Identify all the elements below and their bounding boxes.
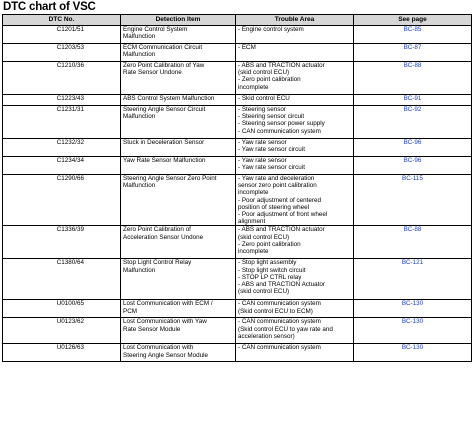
page-title: DTC chart of VSC <box>3 1 96 13</box>
see-page-link[interactable]: BC-130 <box>401 344 424 352</box>
trouble-area-line: - Steering sensor power supply <box>238 120 325 128</box>
trouble-area-line: - CAN communication system <box>238 318 321 326</box>
dtc-number: C1380/64 <box>3 259 121 300</box>
trouble-area <box>236 226 354 259</box>
see-page-cell <box>354 139 472 157</box>
see-page-cell <box>354 344 472 362</box>
trouble-area-line: - Stop light switch circuit <box>238 266 306 274</box>
detection-item <box>121 226 236 259</box>
dtc-number: C1232/32 <box>3 139 121 157</box>
see-page-link[interactable]: BC-115 <box>402 175 423 182</box>
trouble-area-line: - Yaw rate sensor <box>238 157 287 164</box>
trouble-area-line: - Zero point calibration <box>238 76 301 84</box>
trouble-area-line: - ECM <box>238 44 256 51</box>
detection-item-line: Malfunction <box>123 51 156 59</box>
trouble-area-line: (Skid control ECU to yaw rate and <box>238 325 333 333</box>
trouble-area-line: - Steering sensor circuit <box>238 113 305 121</box>
see-page-cell <box>354 259 472 300</box>
table-row <box>3 344 472 362</box>
header-dtc-no: DTC No. <box>3 15 121 26</box>
detection-item <box>121 300 236 318</box>
trouble-area-line: - ABS and TRACTION actuator <box>238 62 325 69</box>
trouble-area-line: position of steering wheel <box>238 203 310 211</box>
trouble-area <box>236 344 354 362</box>
detection-item-line: Rate Sensor Undone <box>123 69 182 77</box>
detection-item <box>121 318 236 344</box>
detection-item <box>121 106 236 139</box>
header-trouble-area: Trouble Area <box>236 15 354 26</box>
trouble-area <box>236 300 354 318</box>
trouble-area-line: (skid control ECU) <box>238 233 290 241</box>
dtc-number: C1290/66 <box>3 175 121 226</box>
see-page-cell <box>354 300 472 318</box>
see-page-cell <box>354 95 472 106</box>
trouble-area-line: - Poor adjustment of front wheel <box>238 211 328 219</box>
trouble-area <box>236 139 354 157</box>
trouble-area-line: incomplete <box>238 248 269 256</box>
see-page-link[interactable]: BC-87 <box>403 44 422 51</box>
trouble-area-line: - Zero point calibration <box>238 240 301 248</box>
trouble-area-line: - Engine control system <box>238 26 304 33</box>
see-page-link[interactable]: BC-85 <box>403 26 422 33</box>
dtc-number: U0126/63 <box>3 344 121 362</box>
table-row <box>3 259 472 300</box>
detection-item-line: ABS Control System Malfunction <box>123 95 215 102</box>
header-detection-item: Detection Item <box>121 15 236 26</box>
detection-item-line: Malfunction <box>123 266 156 274</box>
dtc-number: U0123/62 <box>3 318 121 344</box>
table-row <box>3 157 472 175</box>
detection-item-line: Zero Point Calibration of Yaw <box>123 62 205 69</box>
trouble-area <box>236 157 354 175</box>
detection-item-line: Zero Point Calibration of <box>123 226 191 234</box>
see-page-cell <box>354 318 472 344</box>
detection-item <box>121 157 236 175</box>
trouble-area-line: - Steering sensor <box>238 106 286 113</box>
detection-item-line: Engine Control System <box>123 26 188 33</box>
dtc-number: C1203/53 <box>3 44 121 62</box>
detection-item-line: ECM Communication Circuit <box>123 44 203 51</box>
trouble-area <box>236 44 354 62</box>
trouble-area-line: - ABS and TRACTION actuator <box>238 226 325 234</box>
table-row <box>3 226 472 259</box>
see-page-cell <box>354 226 472 259</box>
trouble-area-line: (Skid control ECU to ECM) <box>238 307 313 315</box>
see-page-cell <box>354 62 472 95</box>
detection-item-line: Acceleration Sensor Undone <box>123 233 204 241</box>
table-row <box>3 44 472 62</box>
dtc-number: C1336/39 <box>3 226 121 259</box>
table-row <box>3 139 472 157</box>
trouble-area <box>236 62 354 95</box>
dtc-number: C1223/43 <box>3 95 121 106</box>
trouble-area <box>236 318 354 344</box>
trouble-area-line: - CAN communication system <box>238 127 321 135</box>
trouble-area-line: (skid control ECU) <box>238 288 290 296</box>
detection-item <box>121 344 236 362</box>
trouble-area <box>236 95 354 106</box>
detection-item-line: Yaw Rate Sensor Malfunction <box>123 157 206 164</box>
detection-item <box>121 26 236 44</box>
trouble-area-line: sensor zero point calibration <box>238 182 317 190</box>
trouble-area-line: - CAN communication system <box>238 344 321 352</box>
detection-item-line: Steering Angle Sensor Zero Point <box>123 175 217 182</box>
trouble-area-line: - Yaw rate sensor <box>238 139 287 146</box>
trouble-area-line: - Yaw rate sensor circuit <box>238 164 305 172</box>
trouble-area-line: - CAN communication system <box>238 300 321 308</box>
detection-item-line: Steering Angle Sensor Circuit <box>123 106 206 113</box>
trouble-area-line: (skid control ECU) <box>238 69 290 77</box>
detection-item <box>121 95 236 106</box>
see-page-cell <box>354 26 472 44</box>
trouble-area <box>236 106 354 139</box>
dtc-number: C1234/34 <box>3 157 121 175</box>
dtc-number: U0100/65 <box>3 300 121 318</box>
trouble-area-line: - Skid control ECU <box>238 95 290 102</box>
trouble-area-line: - ABS and TRACTION Actuator <box>238 281 326 289</box>
see-page-link[interactable]: BC-91 <box>403 95 422 102</box>
dtc-table <box>2 14 472 362</box>
see-page-link[interactable]: BC-130 <box>401 300 424 308</box>
table-row <box>3 175 472 226</box>
see-page-link[interactable]: BC-88 <box>403 62 422 69</box>
detection-item-line: Lost Communication with <box>123 344 194 352</box>
table-row <box>3 106 472 139</box>
table-row <box>3 300 472 318</box>
detection-item-line: Stuck in Deceleration Sensor <box>123 139 205 146</box>
detection-item-line: Malfunction <box>123 182 156 190</box>
trouble-area-line: incomplete <box>238 83 269 91</box>
table-row <box>3 318 472 344</box>
trouble-area-line: - Yaw rate and deceleration <box>238 175 315 182</box>
trouble-area-line: - Poor adjustment of centered <box>238 196 321 204</box>
detection-item-line: Rate Sensor Module <box>123 325 181 333</box>
trouble-area <box>236 175 354 226</box>
see-page-cell <box>354 44 472 62</box>
see-page-cell <box>354 157 472 175</box>
detection-item-line: PCM <box>123 307 137 315</box>
header-row <box>3 15 472 26</box>
trouble-area-line: incomplete <box>238 189 269 197</box>
table-row <box>3 95 472 106</box>
trouble-area-line: - Yaw rate sensor circuit <box>238 146 305 154</box>
dtc-number: C1210/36 <box>3 62 121 95</box>
see-page-link[interactable]: BC-130 <box>401 318 424 326</box>
see-page-link[interactable]: BC-96 <box>403 139 422 146</box>
trouble-area-line: - Stop light assembly <box>238 259 297 267</box>
see-page-link[interactable]: BC-121 <box>401 259 424 267</box>
table-row <box>3 62 472 95</box>
dtc-number: C1201/51 <box>3 26 121 44</box>
trouble-area-line: acceleration sensor) <box>238 332 295 340</box>
header-see-page: See page <box>354 15 472 26</box>
dtc-number: C1231/31 <box>3 106 121 139</box>
trouble-area-line: alignment <box>238 218 266 226</box>
detection-item-line: Stop Light Control Relay <box>123 259 192 267</box>
detection-item <box>121 175 236 226</box>
detection-item-line: Lost Communication with Yaw <box>123 318 207 326</box>
table-row <box>3 26 472 44</box>
see-page-link[interactable]: BC-96 <box>403 157 422 164</box>
see-page-cell <box>354 106 472 139</box>
trouble-area <box>236 26 354 44</box>
detection-item-line: Lost Communication with ECM / <box>123 300 213 308</box>
see-page-cell <box>354 175 472 226</box>
see-page-link[interactable]: BC-88 <box>403 226 422 234</box>
trouble-area <box>236 259 354 300</box>
trouble-area-line: - STOP LP CTRL relay <box>238 273 302 281</box>
detection-item <box>121 62 236 95</box>
detection-item-line: Malfunction <box>123 33 156 41</box>
detection-item <box>121 259 236 300</box>
detection-item <box>121 44 236 62</box>
see-page-link[interactable]: BC-92 <box>403 106 422 113</box>
detection-item-line: Steering Angle Sensor Module <box>123 351 209 359</box>
detection-item <box>121 139 236 157</box>
detection-item-line: Malfunction <box>123 113 156 121</box>
